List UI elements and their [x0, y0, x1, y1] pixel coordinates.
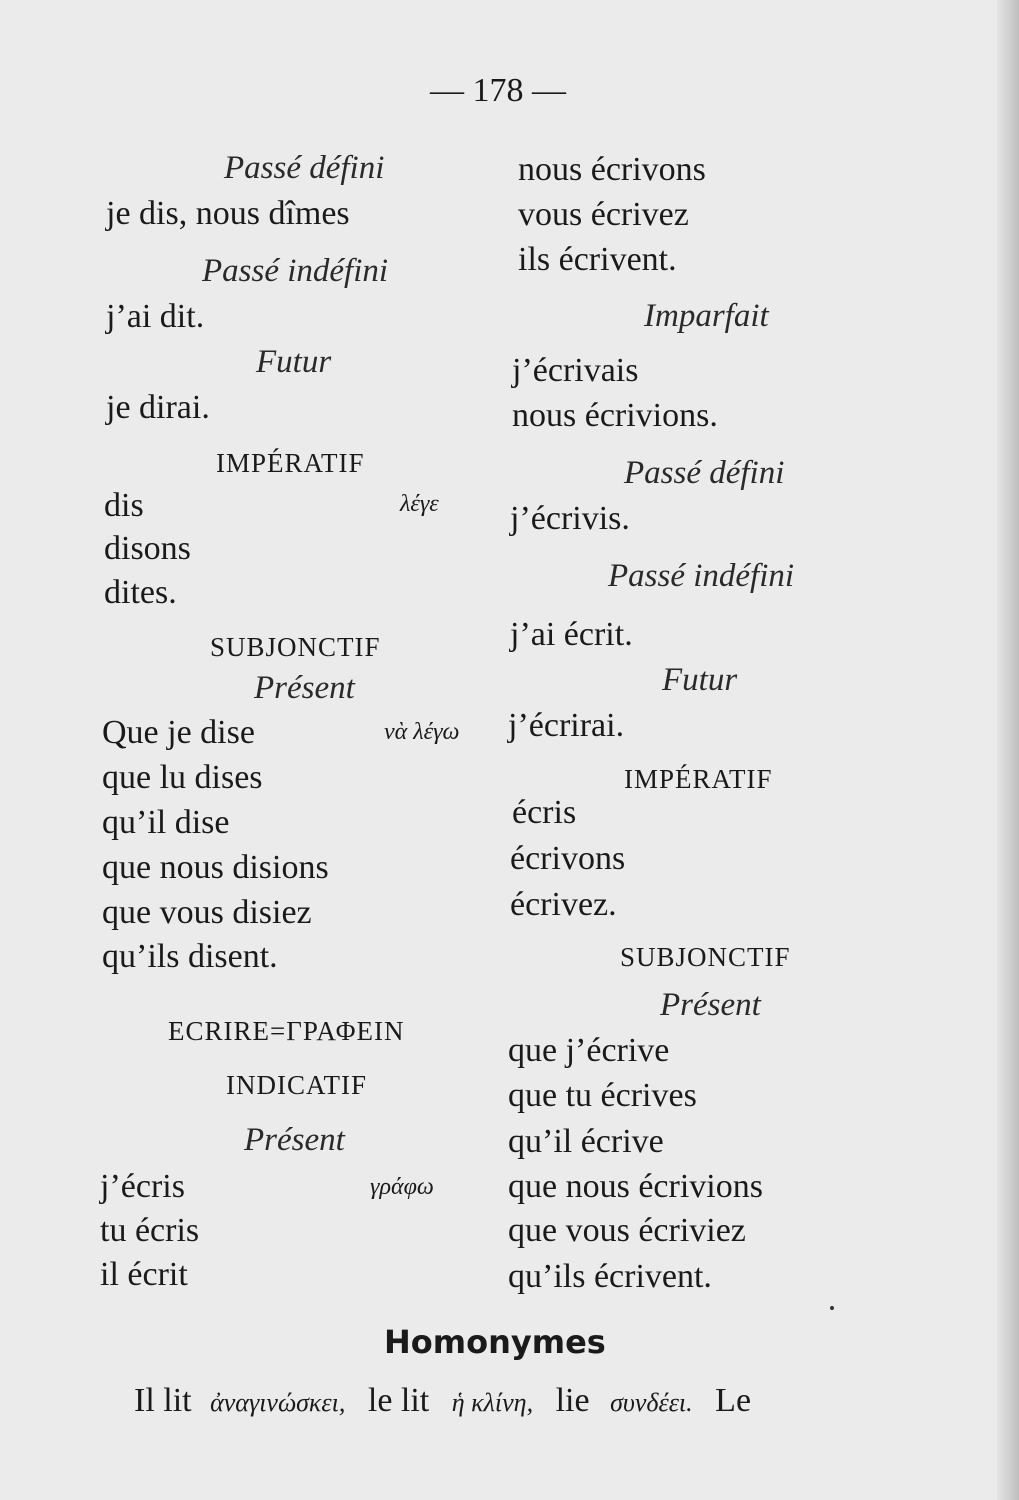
heading-indicatif: INDICATIF — [226, 1070, 367, 1100]
heading-futur: Futur — [256, 344, 332, 380]
text-line: il écrit — [100, 1256, 188, 1293]
text-line: Que je dise — [102, 714, 255, 751]
text-line: que nous disions — [102, 849, 329, 886]
text-line: vous écrivez — [518, 196, 689, 233]
text-line: dites. — [104, 574, 177, 611]
heading-passe-defini: Passé défini — [624, 455, 785, 491]
text-segment: lie — [555, 1382, 590, 1419]
text-line: écris — [512, 794, 577, 831]
text-line: que vous écriviez — [508, 1212, 746, 1249]
text-segment: le lit — [367, 1382, 430, 1419]
heading-present: Présent — [254, 670, 355, 706]
heading-subjonctif: SUBJONCTIF — [620, 942, 791, 972]
heading-passe-indefini: Passé indéfini — [202, 253, 389, 289]
heading-passe-defini: Passé défini — [224, 150, 385, 186]
text-line: qu’ils écrivent. — [508, 1258, 712, 1295]
heading-futur: Futur — [662, 662, 738, 698]
text-line: qu’il écrive — [508, 1123, 664, 1160]
text-line: ils écrivent. — [518, 241, 677, 278]
heading-ecrire: ECRIRE=ΓΡΑΦΕΙΝ — [168, 1016, 405, 1046]
heading-passe-indefini: Passé indéfini — [608, 558, 795, 594]
text-line: j’écrivais — [512, 352, 639, 389]
heading-present: Présent — [660, 987, 761, 1023]
greek-gloss: συνδέει. — [610, 1388, 693, 1417]
greek-gloss: ἡ κλίνη, — [451, 1388, 534, 1417]
homonymes-line — [134, 1384, 751, 1418]
heading-imparfait: Imparfait — [644, 298, 769, 334]
heading-subjonctif: SUBJONCTIF — [210, 632, 381, 662]
text-line: que nous écrivions — [508, 1168, 763, 1205]
text-line: j’ai dit. — [106, 298, 205, 335]
text-line: je dirai. — [106, 389, 210, 426]
page-edge-shadow — [997, 0, 1019, 1500]
text-line: que j’écrive — [508, 1032, 670, 1069]
text-line: qu’ils disent. — [102, 938, 278, 975]
text-line: que tu écrives — [508, 1077, 697, 1114]
text-line: j’écris — [100, 1168, 185, 1205]
text-segment: Le — [715, 1382, 752, 1419]
heading-imperatif: IMPÉRATIF — [624, 764, 773, 794]
text-line: je dis, nous dîmes — [106, 195, 350, 232]
text-line: écrivez. — [510, 886, 617, 923]
page-number: — 178 — — [430, 72, 566, 109]
text-line: tu écris — [100, 1212, 200, 1249]
greek-gloss: λέγε — [400, 491, 439, 517]
text-line: que vous disiez — [102, 894, 312, 931]
greek-gloss: γράφω — [370, 1174, 434, 1200]
ink-speck — [830, 1306, 834, 1310]
greek-gloss: ἀναγινώσκει, — [210, 1388, 346, 1417]
heading-imperatif: IMPÉRATIF — [216, 448, 365, 478]
text-segment: Il lit — [134, 1382, 192, 1419]
text-line: que lu dises — [102, 759, 263, 796]
text-line: dis — [104, 487, 144, 524]
text-line: écrivons — [510, 840, 626, 877]
text-line: disons — [104, 530, 191, 567]
text-line: j’écrivis. — [510, 500, 630, 537]
greek-gloss: νὰ λέγω — [384, 719, 460, 745]
section-title-homonymes: Homonymes — [384, 1323, 606, 1361]
text-line: j’ai écrit. — [510, 616, 633, 653]
text-line: nous écrivions. — [512, 397, 718, 434]
text-line: qu’il dise — [102, 804, 230, 841]
text-line: nous écrivons — [518, 151, 706, 188]
text-line: j’écrirai. — [508, 707, 625, 744]
heading-present: Présent — [244, 1122, 345, 1158]
